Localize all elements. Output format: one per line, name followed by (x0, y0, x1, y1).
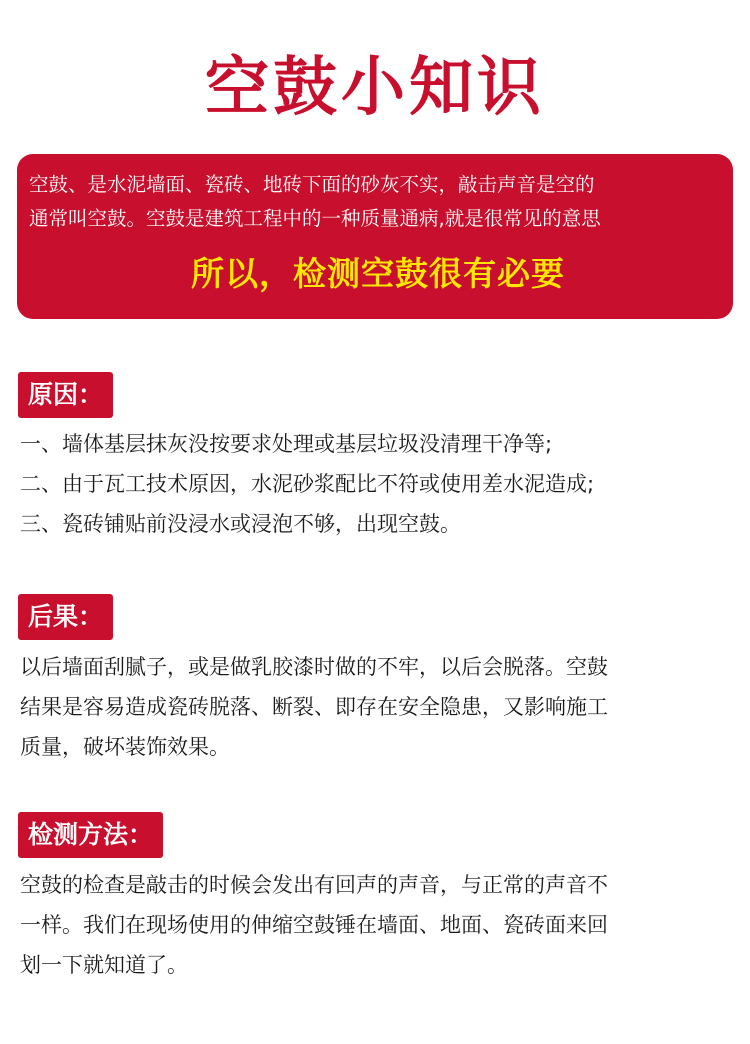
cause-line-2: 二、由于瓦工技术原因，水泥砂浆配比不符或使用差水泥造成; (20, 472, 595, 496)
method-paragraph (20, 865, 732, 985)
consequence-paragraph (20, 647, 732, 767)
intro-slogan: 所以，检测空鼓很有必要 (191, 254, 565, 293)
intro-line-2: 通常叫空鼓。空鼓是建筑工程中的一种质量通病,就是很常见的意思 (29, 207, 601, 230)
method-line-2: 一样。我们在现场使用的伸缩空鼓锤在墙面、地面、瓷砖面来回 (20, 913, 608, 937)
method-line-3: 划一下就知道了。 (20, 953, 188, 977)
method-line-1: 空鼓的检查是敲击的时候会发出有回声的声音，与正常的声音不 (20, 873, 608, 897)
consequence-heading: 后果： (18, 594, 113, 640)
method-heading: 检测方法： (18, 812, 163, 858)
intro-line-1: 空鼓、是水泥墙面、瓷砖、地砖下面的砂灰不实，敲击声音是空的 (29, 173, 595, 196)
cause-heading: 原因： (18, 372, 113, 418)
intro-banner (17, 154, 733, 319)
consequence-line-2: 结果是容易造成瓷砖脱落、断裂、即存在安全隐患，又影响施工 (20, 695, 608, 719)
consequence-line-3: 质量，破坏装饰效果。 (20, 735, 230, 759)
page-title: 空鼓小知识 (205, 51, 545, 125)
consequence-line-1: 以后墙面刮腻子，或是做乳胶漆时做的不牢，以后会脱落。空鼓 (20, 655, 608, 679)
cause-paragraph (20, 424, 732, 544)
cause-line-3: 三、瓷砖铺贴前没浸水或浸泡不够，出现空鼓。 (20, 512, 461, 536)
cause-line-1: 一、墙体基层抹灰没按要求处理或基层垃圾没清理干净等; (20, 432, 553, 456)
